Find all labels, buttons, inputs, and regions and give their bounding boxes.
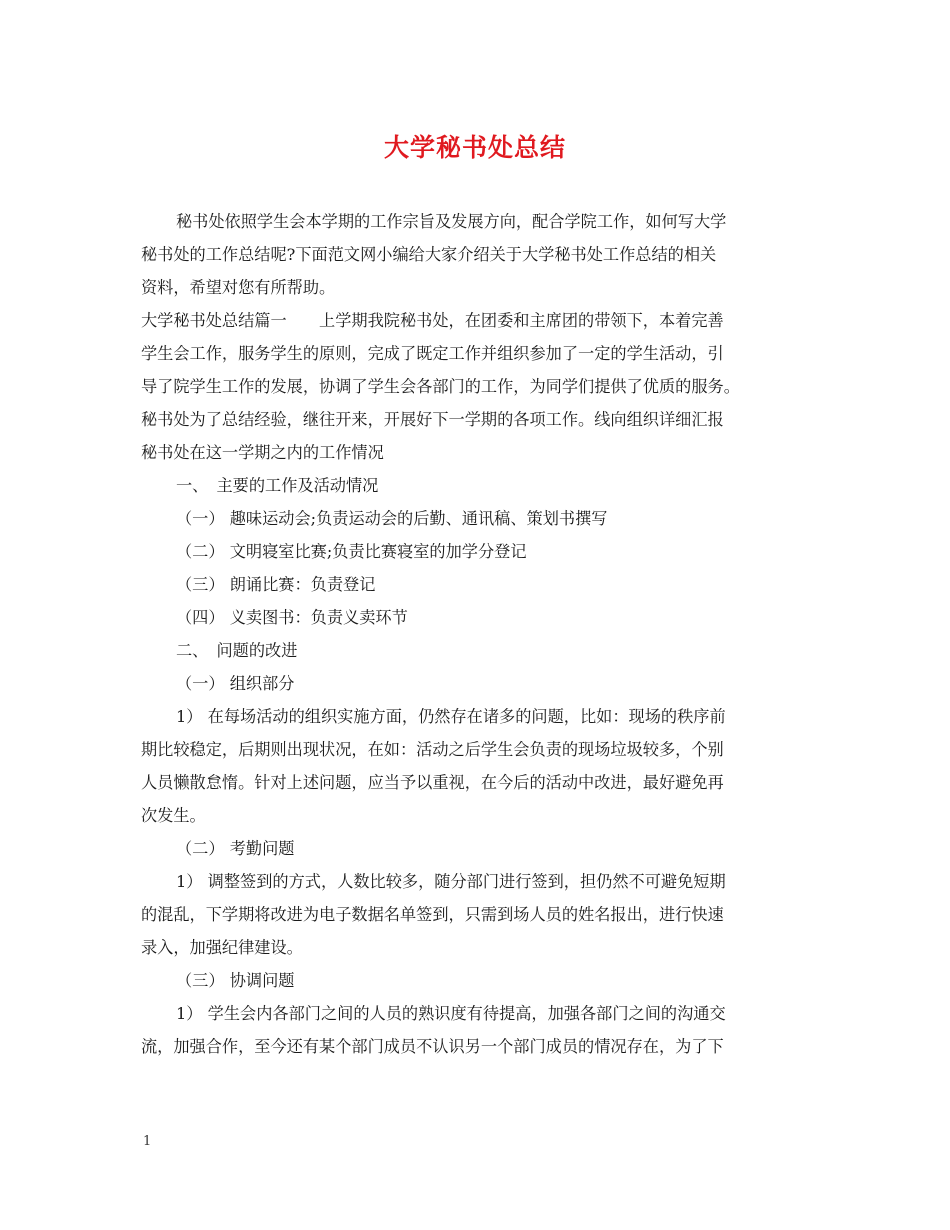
page-number: 1 — [143, 1134, 152, 1149]
paragraph-line: 1） 学生会内各部门之间的人员的熟识度有待提高，加强各部门之间的沟通交 — [176, 1004, 726, 1023]
document-title: 大学秘书处总结 — [383, 133, 566, 162]
subsection-heading: （三） 协调问题 — [176, 971, 295, 990]
section-heading: 二、 问题的改进 — [176, 641, 298, 660]
document-body — [141, 205, 831, 1063]
paragraph-line: 秘书处的工作总结呢?下面范文网小编给大家介绍关于大学秘书处工作总结的相关 — [141, 245, 717, 264]
list-item: （三） 朗诵比赛：负责登记 — [176, 575, 376, 594]
paragraph-line: 的混乱，下学期将改进为电子数据名单签到，只需到场人员的姓名报出，进行快速 — [141, 905, 724, 924]
paragraph-line: 学生会工作，服务学生的原则，完成了既定工作并组织参加了一定的学生活动，引 — [141, 344, 724, 363]
subsection-heading: （二） 考勤问题 — [176, 839, 295, 858]
paragraph-line: 1） 调整签到的方式，人数比较多，随分部门进行签到，担仍然不可避免短期 — [176, 872, 726, 891]
paragraph-line: 资料，希望对您有所帮助。 — [141, 278, 336, 297]
section-heading: 一、 主要的工作及活动情况 — [176, 476, 379, 495]
list-item: （四） 义卖图书：负责义卖环节 — [176, 608, 408, 627]
list-item: （二） 文明寝室比赛;负责比赛寝室的加学分登记 — [176, 542, 527, 561]
paragraph-line: 流，加强合作，至今还有某个部门成员不认识另一个部门成员的情况存在，为了下 — [141, 1037, 724, 1056]
paragraph-line: 秘书处为了总结经验，继往开来，开展好下一学期的各项工作。线向组织详细汇报 — [141, 410, 724, 429]
paragraph-line: 录入，加强纪律建设。 — [141, 938, 303, 957]
paragraph-line: 秘书处在这一学期之内的工作情况 — [141, 443, 384, 462]
paragraph-line: 大学秘书处总结篇一 上学期我院秘书处，在团委和主席团的带领下，本着完善 — [141, 311, 724, 330]
paragraph-line: 期比较稳定，后期则出现状况，在如：活动之后学生会负责的现场垃圾较多，个别 — [141, 740, 724, 759]
paragraph-line: 人员懒散怠惰。针对上述问题，应当予以重视，在今后的活动中改进，最好避免再 — [141, 773, 724, 792]
list-item: （一） 趣味运动会;负责运动会的后勤、通讯稿、策划书撰写 — [176, 509, 608, 528]
paragraph-line: 导了院学生工作的发展，协调了学生会各部门的工作，为同学们提供了优质的服务。 — [141, 377, 740, 396]
paragraph-line: 秘书处依照学生会本学期的工作宗旨及发展方向，配合学院工作，如何写大学 — [176, 212, 727, 231]
paragraph-line: 1） 在每场活动的组织实施方面，仍然存在诸多的问题，比如：现场的秩序前 — [176, 707, 726, 726]
paragraph-line: 次发生。 — [141, 806, 206, 825]
subsection-heading: （一） 组织部分 — [176, 674, 295, 693]
